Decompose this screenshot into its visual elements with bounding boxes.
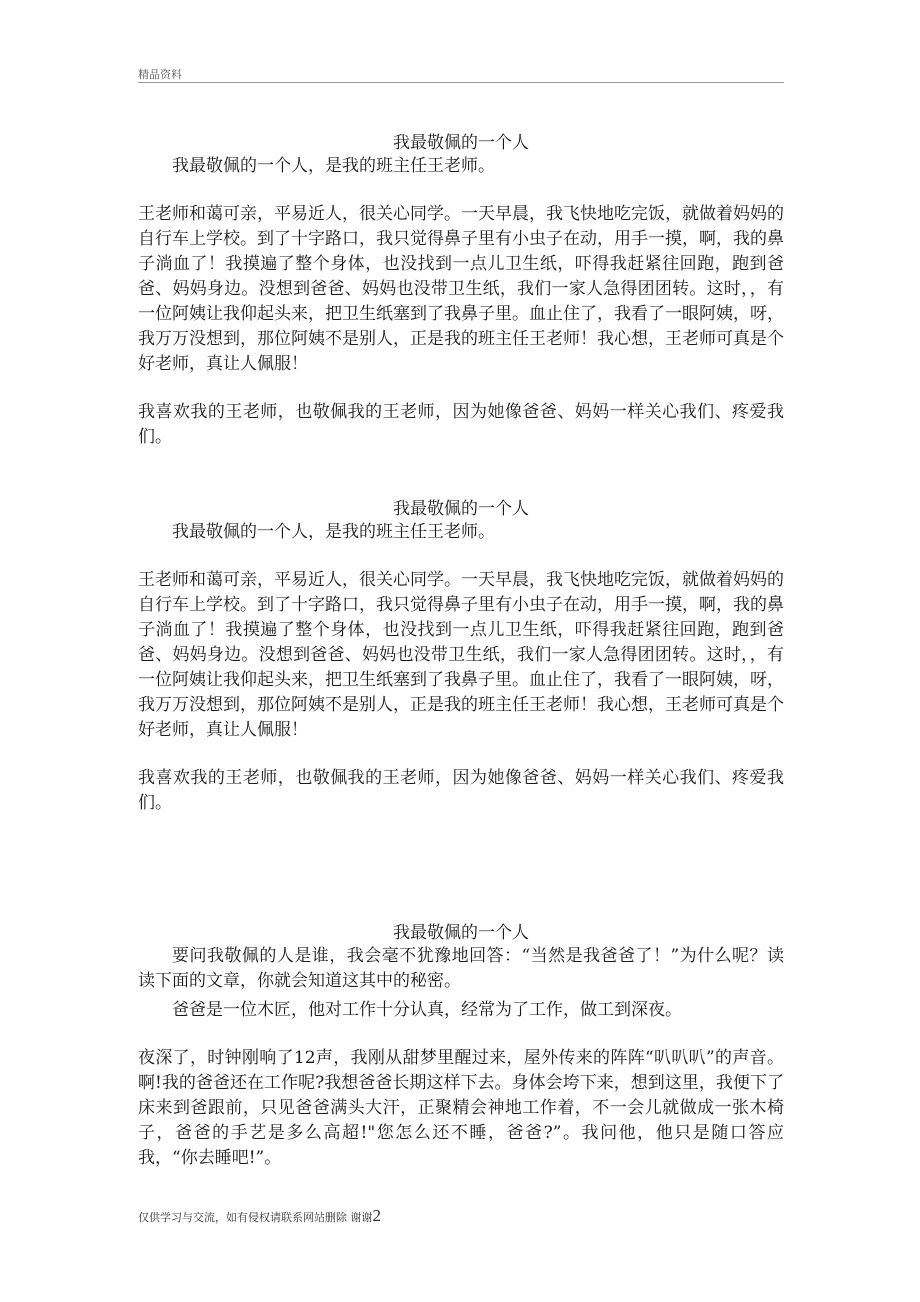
page-number: 2 [372, 1206, 381, 1225]
article-1 [138, 132, 784, 450]
article-closing: 我喜欢我的王老师，也敬佩我的王老师，因为她像爸爸、妈妈一样关心我们、疼爱我们。 [138, 402, 784, 447]
page-footer [138, 1206, 381, 1226]
header-label: 精品资料 [138, 68, 182, 81]
footer-text: 仅供学习与交流，如有侵权请联系网站删除 谢谢 [138, 1211, 373, 1224]
document-body [138, 132, 784, 1171]
article-body: 夜深了，时钟刚响了12声，我刚从甜梦里醒过来，屋外传来的阵阵“叭叭叭”的声音。啊!我的爸爸还在工作呢?我想爸爸长期这样下去。身体会垮下来，想到这里，我便下了床来到爸跟前，只见爸爸满头大汗，正聚精会神地工作着，不一会儿就做成一张木椅子，爸爸的手艺是多么高超!"您怎么还不睡，爸爸?”。我问他，他只是随口答应我，“你去睡吧!”。 [138, 1048, 784, 1168]
article-closing: 我喜欢我的王老师，也敬佩我的王老师，因为她像爸爸、妈妈一样关心我们、疼爱我们。 [138, 768, 784, 813]
article-body: 王老师和蔼可亲，平易近人，很关心同学。一天早晨，我飞快地吃完饭，就做着妈妈的自行车上学校。到了十字路口，我只觉得鼻子里有小虫子在动，用手一摸，啊，我的鼻子淌血了！我摸遍了整个身体，也没找到一点儿卫生纸，吓得我赶紧往回跑，跑到爸爸、妈妈身边。没想到爸爸、妈妈也没带卫生纸，我们一家人急得团团转。这时，，有一位阿姨让我仰起头来，把卫生纸塞到了我鼻子里。血止住了，我看了一眼阿姨，呀，我万万没想到，那位阿姨不是别人，正是我的班主任王老师！我心想，王老师可真是个好老师，真让人佩服！ [138, 570, 784, 740]
article-intro: 要问我敬佩的人是谁，我会毫不犹豫地回答：“当然是我爸爸了！”为什么呢？读读下面的文章，你就会知道这其中的秘密。 [138, 946, 784, 991]
article-2 [138, 498, 784, 816]
article-title: 我最敬佩的一个人 [393, 923, 529, 943]
article-3 [138, 922, 784, 1171]
article-intro: 我最敬佩的一个人，是我的班主任王老师。 [172, 156, 495, 176]
page-header [138, 64, 784, 83]
article-intro: 我最敬佩的一个人，是我的班主任王老师。 [172, 522, 495, 542]
article-intro-second: 爸爸是一位木匠，他对工作十分认真，经常为了工作，做工到深夜。 [172, 1000, 682, 1020]
article-title: 我最敬佩的一个人 [393, 133, 529, 153]
article-body: 王老师和蔼可亲，平易近人，很关心同学。一天早晨，我飞快地吃完饭，就做着妈妈的自行车上学校。到了十字路口，我只觉得鼻子里有小虫子在动，用手一摸，啊，我的鼻子淌血了！我摸遍了整个身体，也没找到一点儿卫生纸，吓得我赶紧往回跑，跑到爸爸、妈妈身边。没想到爸爸、妈妈也没带卫生纸，我们一家人急得团团转。这时，，有一位阿姨让我仰起头来，把卫生纸塞到了我鼻子里。血止住了，我看了一眼阿姨，呀，我万万没想到，那位阿姨不是别人，正是我的班主任王老师！我心想，王老师可真是个好老师，真让人佩服！ [138, 204, 784, 374]
article-title: 我最敬佩的一个人 [393, 499, 529, 519]
